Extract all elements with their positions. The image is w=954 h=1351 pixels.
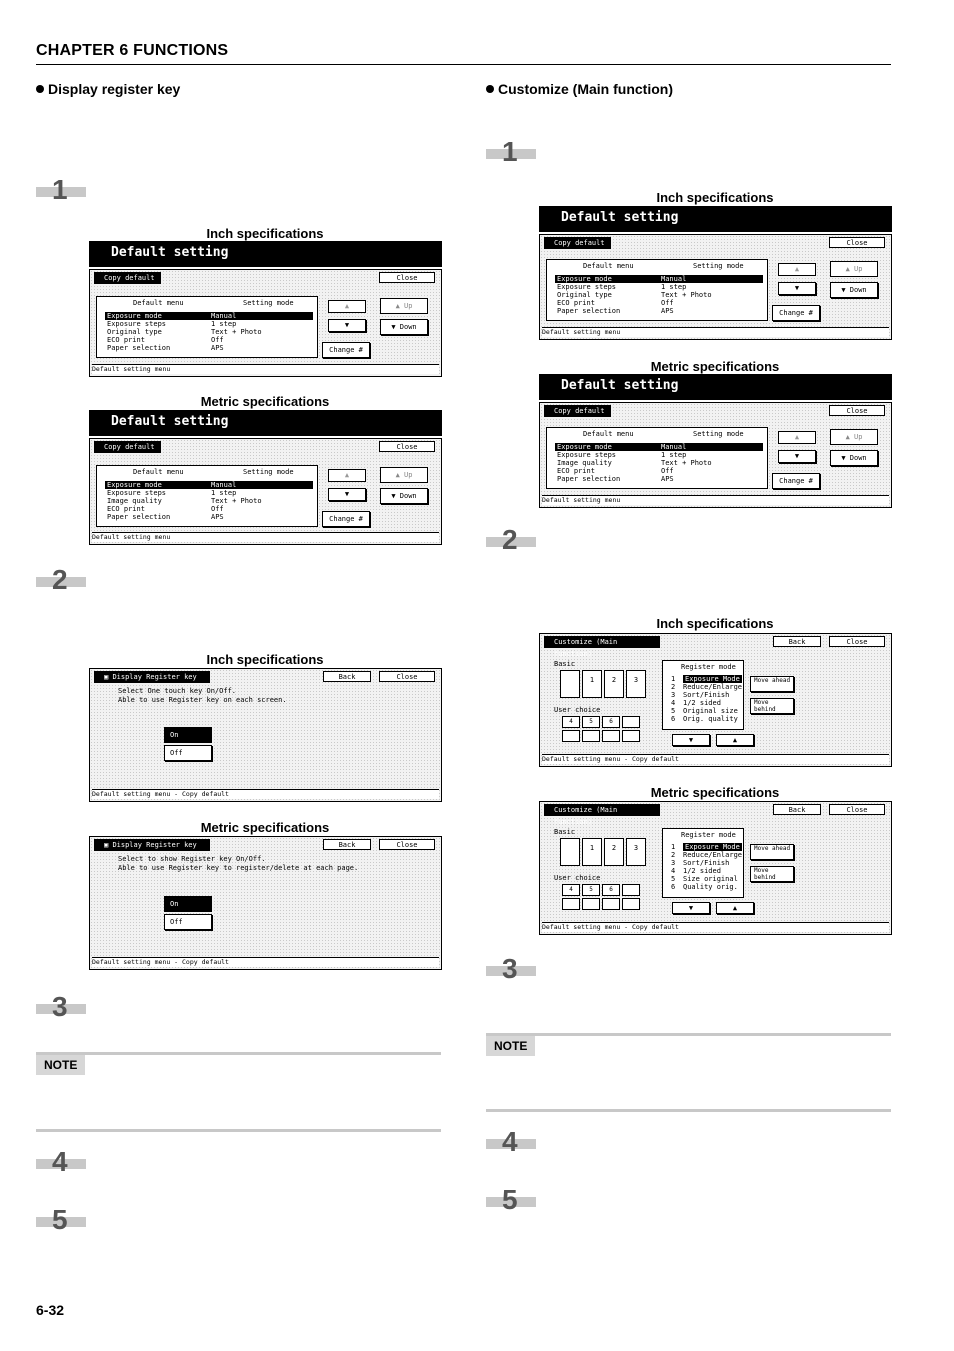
default-menu-list xyxy=(96,296,318,358)
step-3-right xyxy=(486,953,536,986)
register-mode-header: Register mode xyxy=(681,831,736,839)
basic-key-1[interactable]: 1 xyxy=(582,670,602,698)
change-button[interactable]: Change # xyxy=(772,473,820,489)
user-key-4[interactable]: 4 xyxy=(562,884,580,896)
on-button[interactable]: On xyxy=(164,896,212,912)
basic-blank-key[interactable] xyxy=(560,670,580,698)
list-item[interactable]: ECO print Off xyxy=(557,467,674,475)
step-3-left xyxy=(36,991,86,1024)
col-header-menu: Default menu xyxy=(583,262,634,270)
caption-metric: Metric specifications xyxy=(650,359,780,374)
user-key-5[interactable]: 5 xyxy=(582,884,600,896)
list-item[interactable]: 2 Reduce/Enlarge xyxy=(671,851,743,859)
up-arrow-button[interactable]: ▲ xyxy=(716,734,754,746)
close-button[interactable]: Close xyxy=(379,441,435,452)
list-item[interactable]: Image quality Text + Photo xyxy=(107,497,262,505)
down-icon: ▼ xyxy=(841,286,850,294)
note-top-rule xyxy=(36,1052,441,1055)
instruction-line-1: Select to show Register key On/Off. xyxy=(118,855,266,863)
step-number: 3 xyxy=(52,991,68,1022)
list-item[interactable]: Exposure steps 1 step xyxy=(107,489,237,497)
note-top-rule xyxy=(486,1033,891,1036)
list-item[interactable]: 3 Sort/Finish xyxy=(671,691,730,699)
list-item[interactable]: ECO print Off xyxy=(557,299,674,307)
list-item[interactable]: 2 Reduce/Enlarge xyxy=(671,683,743,691)
page-number: 6-32 xyxy=(36,1302,65,1318)
basic-key-3[interactable]: 3 xyxy=(626,838,646,866)
basic-key-3[interactable]: 3 xyxy=(626,670,646,698)
list-item[interactable]: 1 Exposure Mode xyxy=(671,843,740,851)
list-item[interactable]: 6 Quality orig. xyxy=(671,883,738,891)
list-item[interactable]: 5 Size original xyxy=(671,875,738,883)
user-key-empty[interactable] xyxy=(562,898,580,910)
list-item[interactable]: 1 Exposure Mode xyxy=(671,675,740,683)
step-5-left xyxy=(36,1204,86,1237)
list-item[interactable]: Original type Text + Photo xyxy=(557,291,712,299)
note-label: NOTE xyxy=(36,1055,85,1075)
screen-footer: Default setting menu xyxy=(542,327,889,337)
back-button[interactable]: Back xyxy=(773,804,821,815)
default-menu-list xyxy=(546,259,768,321)
caption-inch: Inch specifications xyxy=(656,616,774,631)
caption-metric: Metric specifications xyxy=(650,785,780,800)
user-key-empty[interactable] xyxy=(602,898,620,910)
off-button[interactable]: Off xyxy=(164,914,212,930)
register-icon: ▣ xyxy=(104,673,113,681)
down-button[interactable]: ▼ Down xyxy=(830,282,878,298)
user-key-empty[interactable] xyxy=(562,730,580,742)
note-bottom-rule xyxy=(36,1129,441,1132)
step-number: 5 xyxy=(52,1204,68,1235)
instruction-line-2: Able to use Register key to register/delete at each page. xyxy=(118,864,359,872)
col-header-mode: Setting mode xyxy=(693,430,744,438)
step-5-right xyxy=(486,1184,536,1217)
step-number: 3 xyxy=(502,953,518,984)
user-key-empty[interactable] xyxy=(622,884,640,896)
register-mode-list xyxy=(662,828,744,898)
basic-label: Basic xyxy=(554,660,576,668)
list-item[interactable]: Exposure steps 1 step xyxy=(107,320,237,328)
up-icon: ▲ xyxy=(395,471,404,479)
on-button[interactable]: On xyxy=(164,727,212,743)
up-button[interactable]: ▲ Up xyxy=(830,261,878,277)
instruction-line-2: Able to use Register key on each screen. xyxy=(118,696,287,704)
down-button[interactable]: ▼ Down xyxy=(380,319,428,335)
user-key-empty[interactable] xyxy=(622,898,640,910)
tab-copy-default[interactable]: Copy default xyxy=(94,441,161,453)
caption-inch: Inch specifications xyxy=(656,190,774,205)
tab-display-register-key[interactable]: ▣ Display Register key xyxy=(94,671,210,683)
list-item[interactable]: 6 Orig. quality xyxy=(671,715,738,723)
step-number: 5 xyxy=(502,1184,518,1215)
user-key-empty[interactable] xyxy=(622,716,640,728)
user-key-4[interactable]: 4 xyxy=(562,716,580,728)
list-item[interactable]: Paper selection APS xyxy=(107,513,224,521)
step-2-left xyxy=(36,564,86,597)
scroll-up-arrow-button[interactable]: ▲ xyxy=(778,263,816,276)
screen-footer: Default setting menu xyxy=(92,364,439,374)
col-header-menu: Default menu xyxy=(133,468,184,476)
default-menu-list xyxy=(546,427,768,489)
down-button[interactable]: ▼ Down xyxy=(830,450,878,466)
screen-title: Default setting xyxy=(539,374,892,400)
tab-display-register-key[interactable]: ▣ Display Register key xyxy=(94,839,210,851)
change-button[interactable]: Change # xyxy=(322,511,370,527)
scroll-up-arrow-button[interactable]: ▲ xyxy=(778,431,816,444)
basic-label: Basic xyxy=(554,828,576,836)
close-button[interactable]: Close xyxy=(829,636,885,647)
list-item[interactable]: Original type Text + Photo xyxy=(107,328,262,336)
list-item[interactable]: 3 Sort/Finish xyxy=(671,859,730,867)
default-setting-screen-inch xyxy=(89,241,442,377)
user-key-6[interactable]: 6 xyxy=(602,884,620,896)
user-key-6[interactable]: 6 xyxy=(602,716,620,728)
tab-customize-main-function[interactable]: Customize (Main function) xyxy=(544,636,660,648)
close-button[interactable]: Close xyxy=(379,671,435,682)
note-label: NOTE xyxy=(486,1036,535,1056)
step-1-right xyxy=(486,136,536,169)
bullet-icon xyxy=(36,85,44,93)
register-mode-list xyxy=(662,660,744,730)
screen-panel xyxy=(89,269,442,377)
up-button[interactable]: ▲ Up xyxy=(380,298,428,314)
step-number: 4 xyxy=(52,1146,68,1177)
user-choice-label: User choice xyxy=(554,874,601,882)
register-key-screen-inch xyxy=(89,668,442,802)
change-button[interactable]: Change # xyxy=(772,305,820,321)
up-button[interactable]: ▲ Up xyxy=(380,467,428,483)
note-bottom-rule xyxy=(486,1109,891,1112)
step-4-right xyxy=(486,1126,536,1159)
list-item[interactable]: Exposure mode Manual xyxy=(105,312,313,320)
up-icon: ▲ xyxy=(845,433,854,441)
screen-footer: Default setting menu xyxy=(92,532,439,542)
user-key-5[interactable]: 5 xyxy=(582,716,600,728)
caption-metric: Metric specifications xyxy=(200,394,330,409)
down-icon: ▼ xyxy=(841,454,850,462)
step-number: 1 xyxy=(502,136,518,167)
caption-inch: Inch specifications xyxy=(206,226,324,241)
down-arrow-button[interactable]: ▼ xyxy=(672,902,710,914)
step-4-left xyxy=(36,1146,86,1179)
list-item[interactable]: Exposure mode Manual xyxy=(105,481,313,489)
scroll-down-arrow-button[interactable]: ▼ xyxy=(778,450,816,463)
tab-customize-main-function[interactable]: Customize (Main function) xyxy=(544,804,660,816)
move-behind-button[interactable]: Move behind xyxy=(750,698,794,714)
basic-key-1[interactable]: 1 xyxy=(582,838,602,866)
move-ahead-button[interactable]: Move ahead xyxy=(750,676,794,692)
scroll-down-arrow-button[interactable]: ▼ xyxy=(778,282,816,295)
step-2-right xyxy=(486,524,536,557)
change-button[interactable]: Change # xyxy=(322,342,370,358)
caption-inch: Inch specifications xyxy=(206,652,324,667)
section-title-customize xyxy=(486,81,673,97)
scroll-down-arrow-button[interactable]: ▼ xyxy=(328,488,366,501)
instruction-line-1: Select One touch key On/Off. xyxy=(118,687,237,695)
register-icon: ▣ xyxy=(104,841,113,849)
customize-screen-metric xyxy=(539,801,892,935)
user-choice-label: User choice xyxy=(554,706,601,714)
bullet-icon xyxy=(486,85,494,93)
step-number: 2 xyxy=(52,564,68,595)
up-arrow-button[interactable]: ▲ xyxy=(716,902,754,914)
list-item[interactable]: ECO print Off xyxy=(107,336,224,344)
col-header-mode: Setting mode xyxy=(243,299,294,307)
list-item[interactable]: Paper selection APS xyxy=(557,307,674,315)
chapter-title: CHAPTER 6 FUNCTIONS xyxy=(36,42,229,59)
up-icon: ▲ xyxy=(395,302,404,310)
down-button[interactable]: ▼ Down xyxy=(380,488,428,504)
down-icon: ▼ xyxy=(391,323,400,331)
move-behind-button[interactable]: Move behind xyxy=(750,866,794,882)
close-button[interactable]: Close xyxy=(829,237,885,248)
default-setting-screen-metric-right xyxy=(539,374,892,508)
col-header-menu: Default menu xyxy=(133,299,184,307)
back-button[interactable]: Back xyxy=(773,636,821,647)
screen-panel xyxy=(539,234,892,340)
screen-title: Default setting xyxy=(539,206,892,232)
section-title-text: Display register key xyxy=(48,81,181,97)
step-number: 2 xyxy=(502,524,518,555)
list-item[interactable]: 4 1/2 sided xyxy=(671,867,721,875)
col-header-mode: Setting mode xyxy=(693,262,744,270)
down-arrow-button[interactable]: ▼ xyxy=(672,734,710,746)
screen-panel xyxy=(89,438,442,545)
list-item[interactable]: Exposure steps 1 step xyxy=(557,283,687,291)
step-1-left xyxy=(36,174,86,207)
up-button[interactable]: ▲ Up xyxy=(830,429,878,445)
screen-footer: Default setting menu - Copy default xyxy=(92,957,439,967)
list-item[interactable]: Exposure mode Manual xyxy=(555,275,763,283)
header-rule xyxy=(36,64,891,65)
list-item[interactable]: ECO print Off xyxy=(107,505,224,513)
section-title-text: Customize (Main function) xyxy=(498,81,673,97)
list-item[interactable]: Exposure mode Manual xyxy=(555,443,763,451)
tab-copy-default[interactable]: Copy default xyxy=(544,405,611,417)
close-button[interactable]: Close xyxy=(379,839,435,850)
default-setting-screen-inch-right xyxy=(539,206,892,340)
step-number: 4 xyxy=(502,1126,518,1157)
move-ahead-button[interactable]: Move ahead xyxy=(750,844,794,860)
list-item[interactable]: Paper selection APS xyxy=(557,475,674,483)
default-setting-screen-metric xyxy=(89,410,442,545)
back-button[interactable]: Back xyxy=(323,839,371,850)
screen-footer: Default setting menu - Copy default xyxy=(92,789,439,799)
user-key-empty[interactable] xyxy=(582,898,600,910)
col-header-menu: Default menu xyxy=(583,430,634,438)
list-item[interactable]: Image quality Text + Photo xyxy=(557,459,712,467)
screen-footer: Default setting menu - Copy default xyxy=(542,922,889,932)
up-icon: ▲ xyxy=(845,265,854,273)
screen-title: Default setting xyxy=(89,410,442,436)
list-item[interactable]: Exposure steps 1 step xyxy=(557,451,687,459)
screen-footer: Default setting menu - Copy default xyxy=(542,754,889,764)
scroll-up-arrow-button[interactable]: ▲ xyxy=(328,300,366,313)
caption-metric: Metric specifications xyxy=(200,820,330,835)
list-item[interactable]: 4 1/2 sided xyxy=(671,699,721,707)
col-header-mode: Setting mode xyxy=(243,468,294,476)
down-icon: ▼ xyxy=(391,492,400,500)
list-item[interactable]: Paper selection APS xyxy=(107,344,224,352)
user-key-empty[interactable] xyxy=(582,730,600,742)
scroll-up-arrow-button[interactable]: ▲ xyxy=(328,469,366,482)
tab-copy-default[interactable]: Copy default xyxy=(544,237,611,249)
user-key-empty[interactable] xyxy=(622,730,640,742)
customize-screen-inch xyxy=(539,633,892,767)
close-button[interactable]: Close xyxy=(379,272,435,283)
section-title-display-register-key xyxy=(36,81,180,97)
off-button[interactable]: Off xyxy=(164,745,212,761)
screen-panel xyxy=(539,402,892,508)
list-item[interactable]: 5 Original size xyxy=(671,707,738,715)
default-menu-list xyxy=(96,465,318,527)
register-mode-header: Register mode xyxy=(681,663,736,671)
close-button[interactable]: Close xyxy=(829,405,885,416)
back-button[interactable]: Back xyxy=(323,671,371,682)
register-key-screen-metric xyxy=(89,836,442,970)
close-button[interactable]: Close xyxy=(829,804,885,815)
screen-footer: Default setting menu xyxy=(542,495,889,505)
user-key-empty[interactable] xyxy=(602,730,620,742)
step-number: 1 xyxy=(52,174,68,205)
scroll-down-arrow-button[interactable]: ▼ xyxy=(328,319,366,332)
tab-copy-default[interactable]: Copy default xyxy=(94,272,161,284)
basic-key-2[interactable]: 2 xyxy=(604,670,624,698)
screen-title: Default setting xyxy=(89,241,442,267)
basic-blank-key[interactable] xyxy=(560,838,580,866)
basic-key-2[interactable]: 2 xyxy=(604,838,624,866)
